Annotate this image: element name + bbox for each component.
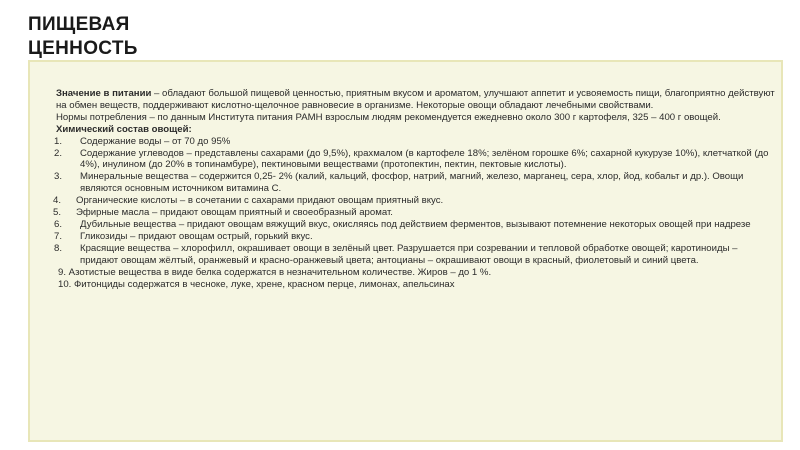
norms-paragraph: Нормы потребления – по данным Института питания РАМН взрослым людям рекомендуется ежедневно около 300 г картофеля, 325 – 400 г овощей.	[56, 111, 721, 123]
page-title-line-1: ПИЩЕВАЯ	[28, 14, 130, 35]
chem-item-4-text: Органические кислоты – в сочетании с сахарами придают овощам приятный вкус.	[76, 195, 444, 207]
chem-item-3-number: 3.	[54, 171, 63, 183]
chem-item-5-number: 5.	[53, 207, 62, 219]
chem-item-1	[56, 136, 776, 148]
chem-item-7	[56, 231, 776, 243]
chem-item-2-text: Содержание углеводов – представлены сахарами (до 9,5%), крахмалом (в картофеле 18%; зелёном горошке 6%; сахарной кукурузе 10%), клетчаткой (до 4%), инулином (до 20% в топинамбуре), пектиновыми веществами (протопектин, пектин, пектовые кислоты).	[80, 147, 769, 171]
intro-bold-lead: Значение в питании	[56, 88, 152, 99]
chem-item-2-number: 2.	[54, 147, 63, 159]
chem-item-8-text: Красящие вещества – хлорофилл, окрашивает овощи в зелёный цвет. Разрушается при созревании и тепловой обработке овощей; каротиноиды – придают овощам жёлтый, оранжевый и красно-оранжевый цвета; антоцианы – окрашивают овощи в красный, фиолетовый и синий цвета.	[80, 242, 738, 266]
chem-list	[53, 135, 776, 267]
chem-item-10: 10. Фитонциды содержатся в чесноке, луке, хрене, красном перце, лимонах, апельсинах	[58, 278, 455, 290]
chem-item-8	[56, 243, 776, 267]
chem-item-8-number: 8.	[54, 242, 63, 254]
chem-item-7-number: 7.	[54, 230, 63, 242]
chem-item-7-text: Гликозиды – придают овощам острый, горький вкус.	[80, 230, 313, 242]
chem-item-1-text: Содержание воды – от 70 до 95%	[80, 135, 231, 147]
chem-item-6-text: Дубильные вещества – придают овощам вяжущий вкус, окисляясь под действием ферментов, вызывают потемнение некоторых овощей при надрезе	[80, 218, 751, 230]
chem-heading: Химический состав овощей:	[56, 123, 192, 135]
intro-text: – обладают большой пищевой ценностью, приятным вкусом и ароматом, улучшают аппетит и усвояемость пищи, благоприятно действуют на обмен веществ, поддерживают кислотно-щелочное равновесие в организме. Некоторые овощи обладают лечебными свойствами.	[56, 88, 775, 111]
page-title-line-2: ЦЕННОСТЬ	[28, 38, 138, 59]
chem-item-5	[53, 207, 776, 219]
chem-item-9: 9. Азотистые вещества в виде белка содержатся в незначительном количестве. Жиров – до 1 %.	[58, 266, 492, 278]
chem-item-6-number: 6.	[54, 218, 63, 230]
chem-item-6	[56, 219, 776, 231]
content-panel	[28, 60, 783, 442]
chem-item-3-text: Минеральные вещества – содержится 0,25- 2% (калий, кальций, фосфор, натрий, магний, железо, марганец, сера, хлор, йод, кобальт и др.). Овощи являются основным источником витамина С.	[80, 171, 744, 195]
chem-item-5-text: Эфирные масла – придают овощам приятный и своеобразный аромат.	[76, 207, 393, 219]
content-body	[53, 88, 776, 290]
chem-item-4-number: 4.	[53, 195, 62, 207]
chem-item-4	[53, 195, 776, 207]
chem-item-2	[56, 148, 776, 172]
intro-paragraph	[56, 88, 776, 112]
chem-item-3	[56, 171, 776, 195]
page-title	[28, 13, 138, 61]
chem-item-1-number: 1.	[54, 135, 63, 147]
